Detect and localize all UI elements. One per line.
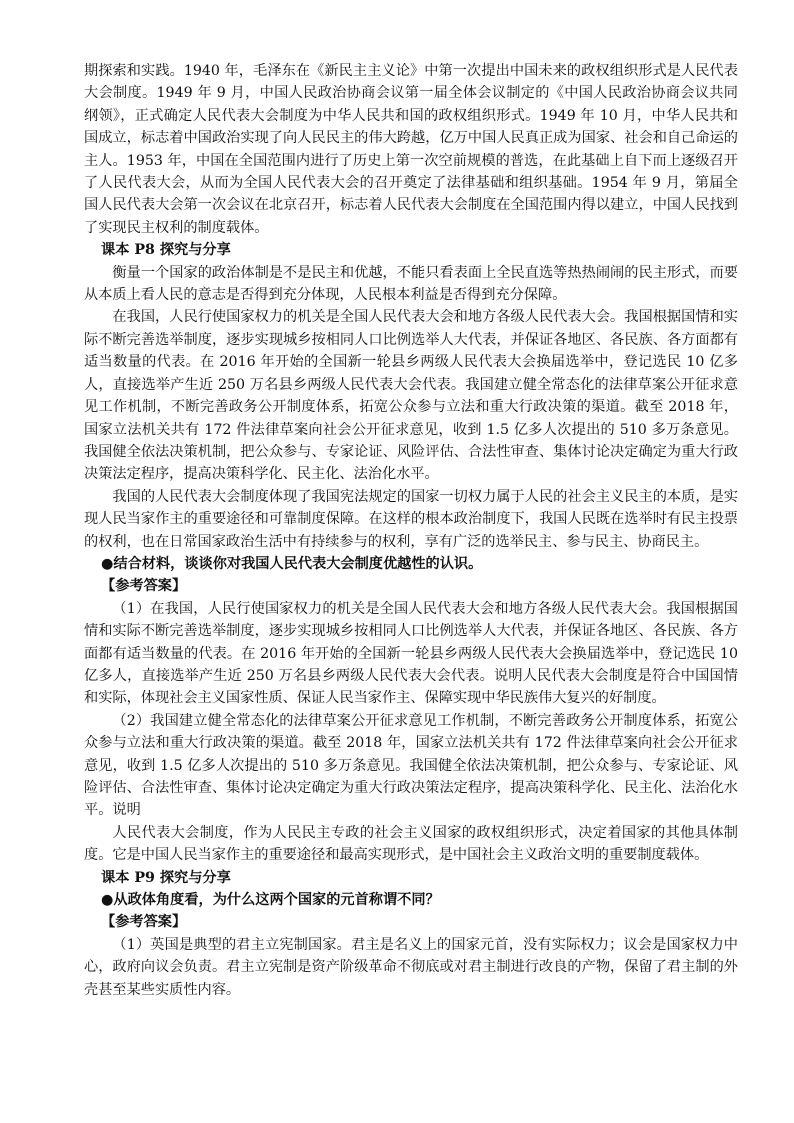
- answer-uk: （1）英国是典型的君主立宪制国家。君主是名义上的国家元首，没有实际权力；议会是国家权力中心，政府向议会负责。君主立宪制是资产阶级革命不彻底或对君主制进行改良的产物，保留了君主制的外壳甚至某些实质性内容。: [84, 936, 738, 998]
- document-page: [84, 60, 738, 1001]
- reference-answer-label-1: 【参考答案】: [101, 578, 187, 595]
- section-heading-p8: 课本 P8 探究与分享: [101, 242, 231, 259]
- paragraph-history: 期探索和实践。1940 年，毛泽东在《新民主主义论》中第一次提出中国未来的政权组织形式是人民代表大会制度。1949 年 9 月，中国人民政治协商会议第一届全体会议制定的《中国人民政治协商会议共同纲领》，正式确定人民代表大会制度为中华人民共和国的政权组织形式。1949 年 10 月，中华人民共和国成立，标志着中国政治实现了向人民民主的伟大跨越，亿万中国人民真正成为国家、社会和自己命运的主人。1953 年，中国在全国范围内进行了历史上第一次空前规模的普选，在此基础上自下而上逐级召开了人民代表大会，从而为全国人民代表大会的召开奠定了法律基础和组织基础。1954 年 9 月，第届全国人民代表大会第一次会议在北京召开，标志着人民代表大会制度在全国范围内得以建立，中国人民找到了实现民主权利的制度载体。: [84, 63, 738, 236]
- reference-answer-label-2: 【参考答案】: [101, 914, 187, 931]
- paragraph-system-nature: 我国的人民代表大会制度体现了我国宪法规定的国家一切权力属于人民的社会主义民主的本质，是实现人民当家作主的重要途径和可靠制度保障。在这样的根本政治制度下，我国人民既在选举时有民主投票的权利，也在日常国家政治生活中有持续参与的权利，享有广泛的选举民主、参与民主、协商民主。: [84, 488, 738, 550]
- answer-summary: 人民代表大会制度，作为人民民主专政的社会主义国家的政权组织形式，决定着国家的其他具体制度。它是中国人民当家作主的重要途径和最高实现形式，是中国社会主义政治文明的重要制度载体。: [84, 824, 738, 864]
- answer-part-2: （2）我国建立健全常态化的法律草案公开征求意见工作机制，不断完善政务公开制度体系，拓宽公众参与立法和重大行政决策的渠道。截至 2018 年，国家立法机关共有 172 件法律草案向社会公开征求意见，收到 1.5 亿多人次提出的 510 多万条意见。我国健全依法决策机制，把公众参与、专家论证、风险评估、合法性审查、集体讨论决定确定为重大行政决策法定程序，提高决策科学化、民主化、法治化水平。说明: [84, 712, 738, 819]
- section-heading-p9: 课本 P9 探究与分享: [101, 869, 231, 886]
- paragraph-in-china: 在我国，人民行使国家权力的机关是全国人民代表大会和地方各级人民代表大会。我国根据国情和实际不断完善选举制度，逐步实现城乡按相同人口比例选举人大代表，并保证各地区、各民族、各方面都有适当数量的代表。在 2016 年开始的全国新一轮县乡两级人民代表大会换届选举中，登记选民 10 亿多人，直接选举产生近 250 万名县乡两级人民代表大会代表。我国建立健全常态化的法律草案公开征求意见工作机制，不断完善政务公开制度体系，拓宽公众参与立法和重大行政决策的渠道。截至 2018 年，国家立法机关共有 172 件法律草案向社会公开征求意见，收到 1.5 亿多人次提出的 510 多万条意见。我国健全依法决策机制，把公众参与、专家论证、风险评估、合法性审查、集体讨论决定确定为重大行政决策法定程序，提高决策科学化、民主化、法治化水平。: [84, 309, 738, 483]
- paragraph-measure: 衡量一个国家的政治体制是不是民主和优越，不能只看表面上全民直选等热热闹闹的民主形式，而要从本质上看人民的意志是否得到充分体现，人民根本利益是否得到充分保障。: [84, 264, 738, 304]
- answer-part-1: （1）在我国，人民行使国家权力的机关是全国人民代表大会和地方各级人民代表大会。我国根据国情和实际不断完善选举制度，逐步实现城乡按相同人口比例选举人大代表，并保证各地区、各民族、各方面都有适当数量的代表。在 2016 年开始的全国新一轮县乡两级人民代表大会换届选举中，登记选民 10 亿多人，直接选举产生近 250 万名县乡两级人民代表大会代表。说明人民代表大会制度是符合中国国情和实际，体现社会主义国家性质、保证人民当家作主、保障实现中华民族伟大复兴的好制度。: [84, 600, 738, 707]
- question-2: ●从政体角度看，为什么这两个国家的元首称谓不同？: [101, 892, 440, 909]
- question-1: ●结合材料，谈谈你对我国人民代表大会制度优越性的认识。: [101, 555, 483, 572]
